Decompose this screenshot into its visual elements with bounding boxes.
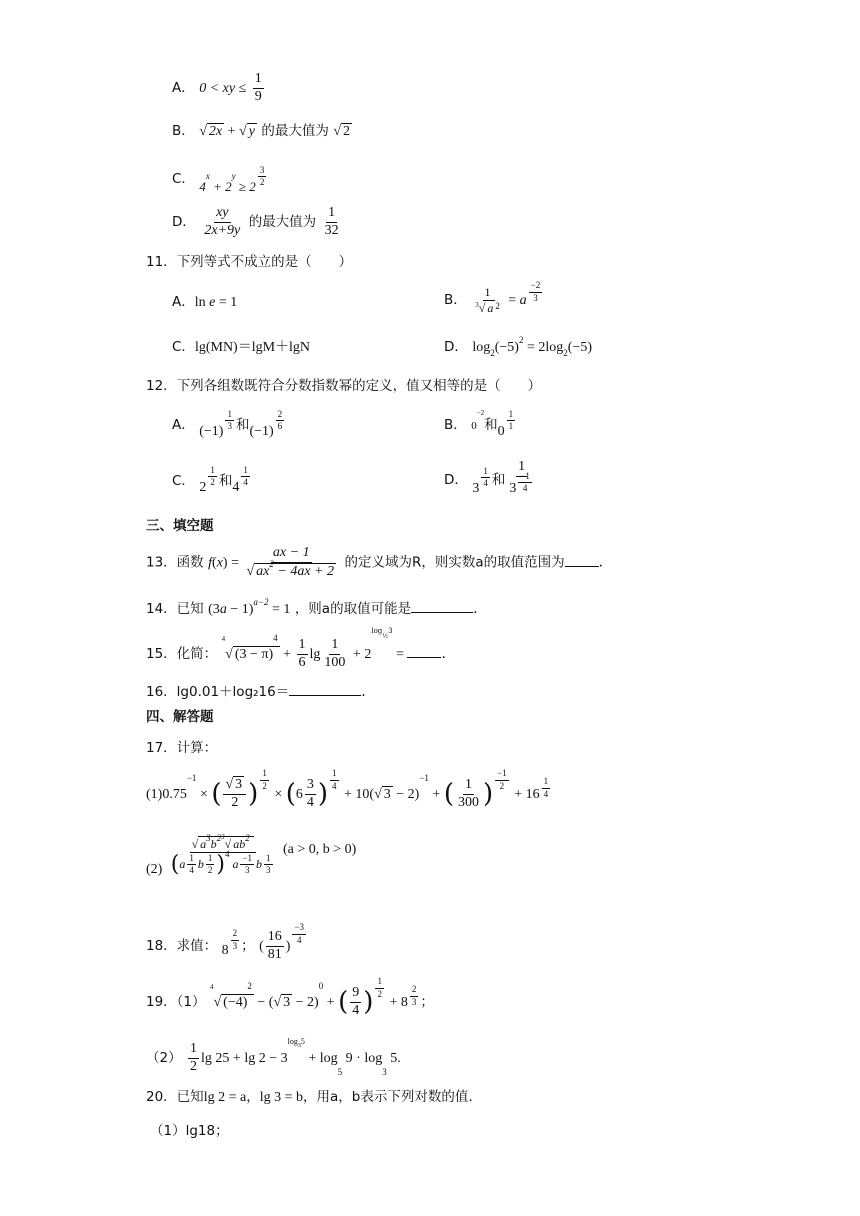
q20-part1: （1）lg18； <box>150 1123 229 1139</box>
q10-option-d[interactable]: D． $\frac{xy}{2x+9y}$ 的最大值为 $\frac{1}{32}$ <box>172 205 339 238</box>
q11-option-c[interactable]: C．lg(MN)＝lgM＋lgN <box>172 339 311 355</box>
q14[interactable]: 14．已知 $(3a - 1)^{a-2} = 1$ ，则a的取值可能是 . <box>146 597 478 617</box>
q17-part1: $(1)0.75^{-1}$ × ( $\frac{√ 3}{2}$ ) $\frac{1}{2}$ × (6 $\frac{3}{4}$ ) $\frac{1}{4}$ + 10(√ 3 − 2)$^{-1}$ + ( $\frac{1}{300}$ ) $\frac{-1}{2}$ + 16 $\frac{1}{4}$ <box>146 768 549 810</box>
q16[interactable]: 16．lg0.01＋log₂16＝ . <box>146 684 366 700</box>
q17-part2: (2) √ $a^3b^{23}√$ $ab^2$ (a $\frac{1}{4}$ b $\frac{1}{2}$ )$^4$ a $\frac{-1}{3}$ b $\frac{1}{3}$ (a > 0, b > 0) <box>146 833 357 877</box>
q11-stem: 11．下列等式不成立的是（ ） <box>146 254 353 270</box>
q10-option-c[interactable]: C． $4^x + 2^y \ge 2$ $\frac{3}{2}$ <box>172 165 265 194</box>
section-fill-blank-title: 三、填空题 <box>146 518 214 534</box>
q12-option-a[interactable]: A． (−1) $\frac{1}{3}$ 和(−1) $\frac{2}{6}$ <box>172 409 283 439</box>
q12-option-c[interactable]: C． 2 $\frac{1}{2}$ 和4 $\frac{1}{4}$ <box>172 465 248 495</box>
q10-a-expr: 0 < xy ≤ <box>199 81 247 97</box>
q18: 18．求值： 8 $\frac{2}{3}$ ； ( $\frac{16}{81}$ ) $\frac{-3}{4}$ <box>146 922 305 962</box>
q10-option-b[interactable]: B． √ 2x + √ y 的最大值为 √ 2 <box>172 123 351 139</box>
q12-stem: 12．下列各组数既符合分数指数幂的定义，值又相等的是（ ） <box>146 378 542 394</box>
q15[interactable]: 15．化简： $^4$√ $(3 - \pi)^4$ + $\frac{1}{6}$ lg $\frac{1}{100}$ + $2^{log_{\frac{1}{2}}3}$ = . <box>146 627 446 670</box>
q19-part1: 19．（1） $^4$√ $(-4)^2$ − (√ 3 − 2)$^0$ + ( $\frac{9}{4}$ ) $\frac{1}{2}$ + 8 $\frac{2}{3}$ ； <box>146 976 434 1018</box>
q19-part2: （2） $\frac{1}{2}$ $\lg 25 + \lg 2 - 3^{log_35} + \log_5 9 \cdot \log_3 5$. <box>146 1037 401 1078</box>
q17-stem: 17．计算： <box>146 740 218 756</box>
q10-option-a[interactable]: A． 0 < xy ≤ $\frac{1}{9}$ <box>172 71 262 104</box>
q11-option-b[interactable]: B． $\frac{1}{^3√ a ^2}$ = a $\frac{-2}{3}$ <box>444 280 541 315</box>
q11-option-d[interactable]: D． $\log_2(-5)^2 = 2\log_2(-5)$ <box>444 335 593 358</box>
section-solve-title: 四、解答题 <box>146 709 214 725</box>
q20-stem: 20．已知lg 2 = a，lg 3 = b，用a，b表示下列对数的值. <box>146 1089 473 1105</box>
q11-option-a[interactable]: A．ln e = 1 <box>172 294 238 310</box>
q12-option-b[interactable]: B． $0^{-2}$和0 $\frac{1}{1}$ <box>444 409 514 439</box>
q13[interactable]: 13．函数 f(x) = $\frac{ax - 1}{√ ax^2 - 4ax + 2}$ 的定义域为R，则实数a的取值范围为 . <box>146 545 604 579</box>
q12-option-d[interactable]: D． 3 $\frac{1}{4}$ 和 1 3 $\frac{-1}{4}$ <box>444 459 530 496</box>
